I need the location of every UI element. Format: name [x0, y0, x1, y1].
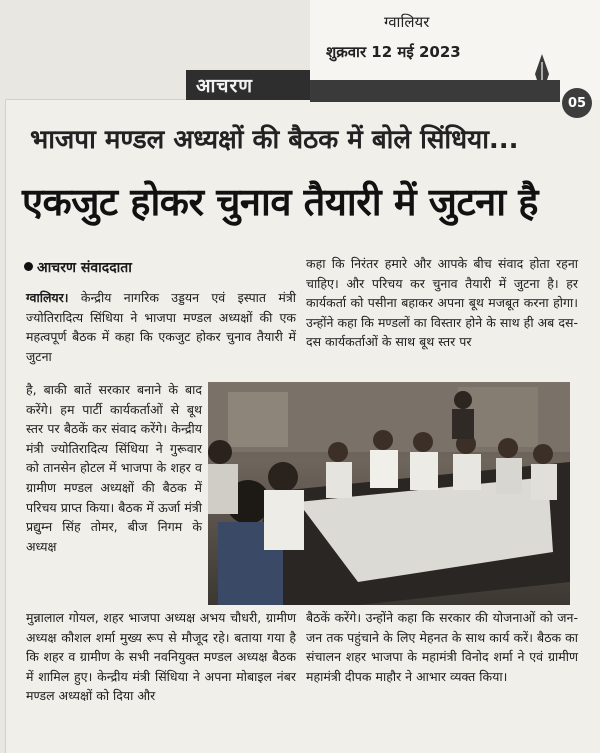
article-kicker: भाजपा मण्डल अध्यक्षों की बैठक में बोले सिंधिया... — [30, 125, 519, 155]
dateline-city: ग्वालियर — [384, 13, 430, 31]
left-column-narrow: है, बाकी बातें सरकार बनाने के बाद करेंगे। हम पार्टी कार्यकर्ताओं से बूथ स्तर पर बैठकें कर संवाद करेंगे। केन्द्रीय मंत्री ज्योतिरादित्य सिंधिया ने गुरूवार को तानसेन होटल में भाजपा के शहर व ग्रामीण मण्डल अध्यक्षों की बैठक में परिचय प्राप्त किया। बैठक में ऊर्जा मंत्री प्रद्युम्न सिंह तोमर, बीज निगम के अध्यक्ष — [26, 382, 202, 554]
byline-text: आचरण संवाददाता — [37, 260, 132, 276]
masthead-name: आचरण — [196, 75, 253, 97]
dateline-lead: ग्वालियर। — [26, 290, 69, 305]
article-byline — [24, 258, 132, 277]
header-band — [310, 80, 560, 102]
article-headline: एकजुट होकर चुनाव तैयारी में जुटना है — [22, 180, 538, 224]
right-column-top: कहा कि निरंतर हमारे और आपके बीच संवाद होता रहना चाहिए। और परिचय कर चुनाव तैयारी में जुटना है। हर कार्यकर्ता को पसीना बहाकर अपना बूथ मजबूत करना होगा। उन्होंने कहा कि मण्डलों का विस्तार होने के साथ ही अब दस-दस कार्यकर्ताओं के साथ बूथ स्तर पर — [306, 256, 578, 350]
page-number-badge: 05 — [562, 88, 592, 118]
meeting-photo — [208, 382, 570, 605]
left-column-top — [26, 288, 296, 366]
left-column-bottom: मुन्नालाल गोयल, शहर भाजपा अध्यक्ष अभय चौधरी, ग्रामीण अध्यक्ष कौशल शर्मा मुख्य रूप से मौजूद रहे। बताया गया है कि शहर व ग्रामीण के सभी नवनियुक्त मण्डल अध्यक्ष बैठक में शामिल हुए। केन्द्रीय मंत्री सिंधिया ने अपना मोबाइल नंबर मण्डल अध्यक्षों को दिया और — [26, 610, 296, 704]
meeting-scene-image — [208, 382, 570, 605]
pen-nib-icon — [532, 52, 552, 98]
left-column-top-text: केन्द्रीय नागरिक उड्डयन एवं इस्पात मंत्री ज्योतिरादित्य सिंधिया ने भाजपा मण्डल अध्यक्षों की एक महत्वपूर्ण बैठक में कहा कि एकजुट होकर चुनाव तैयारी में जुटना — [26, 290, 296, 364]
right-column-bottom: बैठकें करेंगे। उन्होंने कहा कि सरकार की योजनाओं को जन-जन तक पहुंचाने के लिए मेहनत के साथ कार्य करें। बैठक का संचालन शहर भाजपा के महामंत्री विनोद शर्मा ने एवं ग्रामीण महामंत्री दीपक माहौर ने आभार व्यक्त किया। — [306, 610, 578, 684]
dateline-date: शुक्रवार 12 मई 2023 — [326, 43, 461, 61]
bullet-icon — [24, 262, 33, 271]
